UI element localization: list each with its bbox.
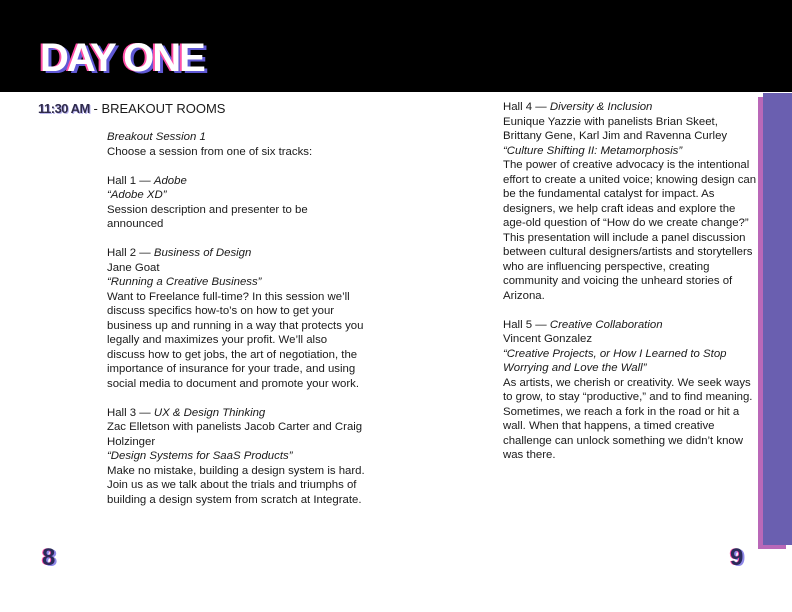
hall-3-heading <box>107 406 365 421</box>
time-separator: - <box>89 101 102 116</box>
decorative-bar-purple <box>763 93 792 545</box>
hall-5-description: As artists, we cherish or creativity. We seek ways to grow, to stay “productive,” and to find meaning. Sometimes, we reach a fork in the road or hit a wall. When that happens, a timed creative challenge can unlock something we didn’t know was there. <box>503 376 753 461</box>
hall-3-description: Make no mistake, building a design system is hard. Join us as we talk about the trials and triumphs of building a design system from scratch at Integrate. <box>107 464 365 506</box>
hall-4-number: Hall 4 — <box>503 101 550 113</box>
session-label: BREAKOUT ROOMS <box>101 101 226 116</box>
hall-3-track: UX & Design Thinking <box>153 406 266 419</box>
breakout-session-title: Breakout Session 1 <box>107 131 206 143</box>
hall-3-talk: “Design Systems for SaaS Products” <box>107 450 293 462</box>
session-intro: Choose a session from one of six tracks: <box>107 145 313 158</box>
page-number-left: 8 <box>42 544 56 571</box>
hall-2-track: Business of Design <box>153 247 252 259</box>
hall-2-description: Want to Freelance full-time? In this session we’ll discuss specifics how-to’s on how to get your business up and running in a way that protects you legally and maximizes your profit. We’ll also discuss how to get jobs, the art of negotiation, the importance of insurance for your trade, and using social media to document and promote your work. <box>107 290 364 390</box>
hall-3-block <box>107 406 365 508</box>
hall-2-speaker: Jane Goat <box>107 261 160 274</box>
right-column <box>503 100 758 463</box>
hall-1-track: Adobe <box>153 174 187 187</box>
hall-2-block <box>107 246 365 391</box>
hall-5-number: Hall 5 — <box>503 318 550 331</box>
hall-2-number: Hall 2 — <box>107 247 154 259</box>
hall-5-block <box>503 318 758 463</box>
hall-2-heading <box>107 246 365 261</box>
hall-4-talk: “Culture Shifting II: Metamorphosis” <box>503 144 683 157</box>
schedule-heading <box>38 101 225 117</box>
hall-4-description: The power of creative advocacy is the intentional effort to create a united voice; knowing design can be the fundamental catalyst for impact. As designers, we help craft ideas and explore the age-old question of “How do we create change?” This presentation will include a panel discussion between cultural designers/artists and storytellers who are influencing perspective, creating community and voicing the unheard stories of Arizona. <box>503 159 757 302</box>
hall-5-speaker: Vincent Gonzalez <box>503 333 593 345</box>
hall-4-heading <box>503 100 758 115</box>
hall-4-speaker: Eunique Yazzie with panelists Brian Skeet, Brittany Gene, Karl Jim and Ravenna Curley <box>503 115 728 142</box>
hall-1-heading <box>107 174 365 189</box>
hall-1-block <box>107 174 365 232</box>
left-column <box>107 130 365 507</box>
hall-1-description: Session description and presenter to be announced <box>107 203 308 230</box>
hall-2-talk: “Running a Creative Business” <box>107 276 262 288</box>
hall-5-talk: “Creative Projects, or How I Learned to Stop Worrying and Love the Wall” <box>503 347 727 374</box>
hall-3-number: Hall 3 — <box>107 406 154 419</box>
hall-3-speaker: Zac Elletson with panelists Jacob Carter and Craig Holzinger <box>107 421 363 448</box>
header-band <box>0 0 792 92</box>
hall-1-number: Hall 1 — <box>107 174 154 187</box>
hall-4-track: Diversity & Inclusion <box>549 101 653 113</box>
hall-4-block <box>503 100 758 303</box>
hall-1-talk: “Adobe XD” <box>107 189 167 201</box>
page-number-right: 9 <box>730 544 744 571</box>
hall-5-heading <box>503 318 758 333</box>
page-title: DAY ONE <box>40 36 204 80</box>
hall-5-track: Creative Collaboration <box>549 318 663 331</box>
session-time: 11:30 AM <box>38 101 90 116</box>
